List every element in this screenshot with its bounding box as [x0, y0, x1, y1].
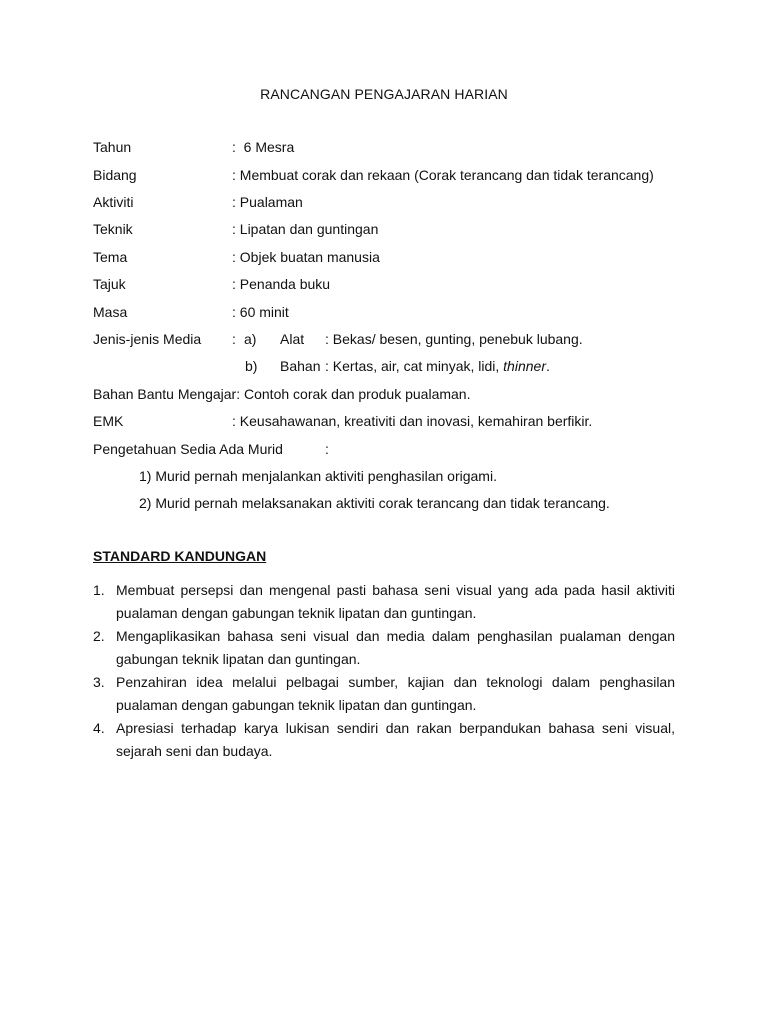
media-b-value-suffix: .	[545, 358, 550, 374]
media-b-name: Bahan	[280, 358, 321, 374]
media-a-name: Alat	[280, 331, 305, 347]
media-b-value-italic: thinner	[503, 358, 546, 374]
standard-item-text	[116, 625, 675, 671]
field-value: : 60 minit	[232, 304, 289, 320]
standard-item-text	[116, 671, 675, 717]
field-label: EMK	[93, 413, 124, 429]
media-colon: :	[232, 331, 236, 347]
field-label: Teknik	[93, 221, 133, 237]
standard-kandungan-heading: STANDARD KANDUNGAN	[93, 548, 267, 564]
standard-item-line: Mengaplikasikan bahasa seni visual dan media dalam penghasilan pualaman dengan	[116, 628, 675, 644]
field-value: : Lipatan dan guntingan	[232, 221, 379, 237]
field-value: : 6 Mesra	[232, 139, 295, 155]
media-a-marker: a)	[244, 331, 257, 347]
standard-item-line: Membuat persepsi dan mengenal pasti bahasa seni visual yang ada pada hasil aktiviti	[116, 582, 675, 598]
prior-knowledge-label: Pengetahuan Sedia Ada Murid	[93, 441, 283, 457]
bahan-bantu-mengajar: Bahan Bantu Mengajar: Contoh corak dan produk pualaman.	[93, 386, 471, 402]
field-row-media-b	[93, 357, 693, 375]
field-label: Tema	[93, 249, 128, 265]
media-b-value-prefix: : Kertas, air, cat minyak, lidi,	[325, 358, 504, 374]
standard-item-line: Apresiasi terhadap karya lukisan sendiri dan rakan berpandukan bahasa seni visual,	[116, 720, 675, 736]
standard-item-line: sejarah seni dan budaya.	[116, 743, 273, 759]
standard-item	[93, 671, 675, 717]
standard-item-number: 1.	[93, 582, 105, 598]
field-label: Tahun	[93, 139, 132, 155]
prior-knowledge-item: 2) Murid pernah melaksanakan aktiviti corak terancang dan tidak terancang.	[139, 495, 610, 511]
media-b-value	[325, 357, 550, 375]
field-row-media	[93, 330, 693, 348]
field-label: Tajuk	[93, 276, 126, 292]
field-label: Masa	[93, 304, 128, 320]
standard-item	[93, 717, 675, 763]
prior-knowledge-colon: :	[325, 441, 329, 457]
field-label: Jenis-jenis Media	[93, 331, 202, 347]
standard-item-line: pualaman dengan gabungan teknik lipatan dan guntingan.	[116, 605, 477, 621]
standard-item	[93, 579, 675, 625]
field-value: : Keusahawanan, kreativiti dan inovasi, kemahiran berfikir.	[232, 413, 593, 429]
standard-item-text	[116, 579, 675, 625]
field-value: : Pualaman	[232, 194, 303, 210]
field-label: Aktiviti	[93, 194, 134, 210]
field-value: : Membuat corak dan rekaan (Corak terancang dan tidak terancang)	[232, 167, 654, 183]
field-value: : Penanda buku	[232, 276, 331, 292]
standard-item-line: pualaman dengan gabungan teknik lipatan dan guntingan.	[116, 697, 477, 713]
standard-item-number: 3.	[93, 674, 105, 690]
standard-item-number: 2.	[93, 628, 105, 644]
prior-knowledge-item: 1) Murid pernah menjalankan aktiviti penghasilan origami.	[139, 468, 497, 484]
field-value: : Objek buatan manusia	[232, 249, 380, 265]
standard-item-line: gabungan teknik lipatan dan guntingan.	[116, 651, 361, 667]
standard-item-line: Penzahiran idea melalui pelbagai sumber, kajian dan teknologi dalam penghasilan	[116, 674, 675, 690]
document-title: RANCANGAN PENGAJARAN HARIAN	[260, 86, 508, 102]
media-b-marker: b)	[245, 358, 258, 374]
standard-item	[93, 625, 675, 671]
prior-knowledge-row	[93, 440, 393, 458]
standard-item-text	[116, 717, 675, 763]
media-a-value: : Bekas/ besen, gunting, penebuk lubang.	[325, 331, 583, 347]
standard-item-number: 4.	[93, 720, 105, 736]
field-label: Bidang	[93, 167, 137, 183]
